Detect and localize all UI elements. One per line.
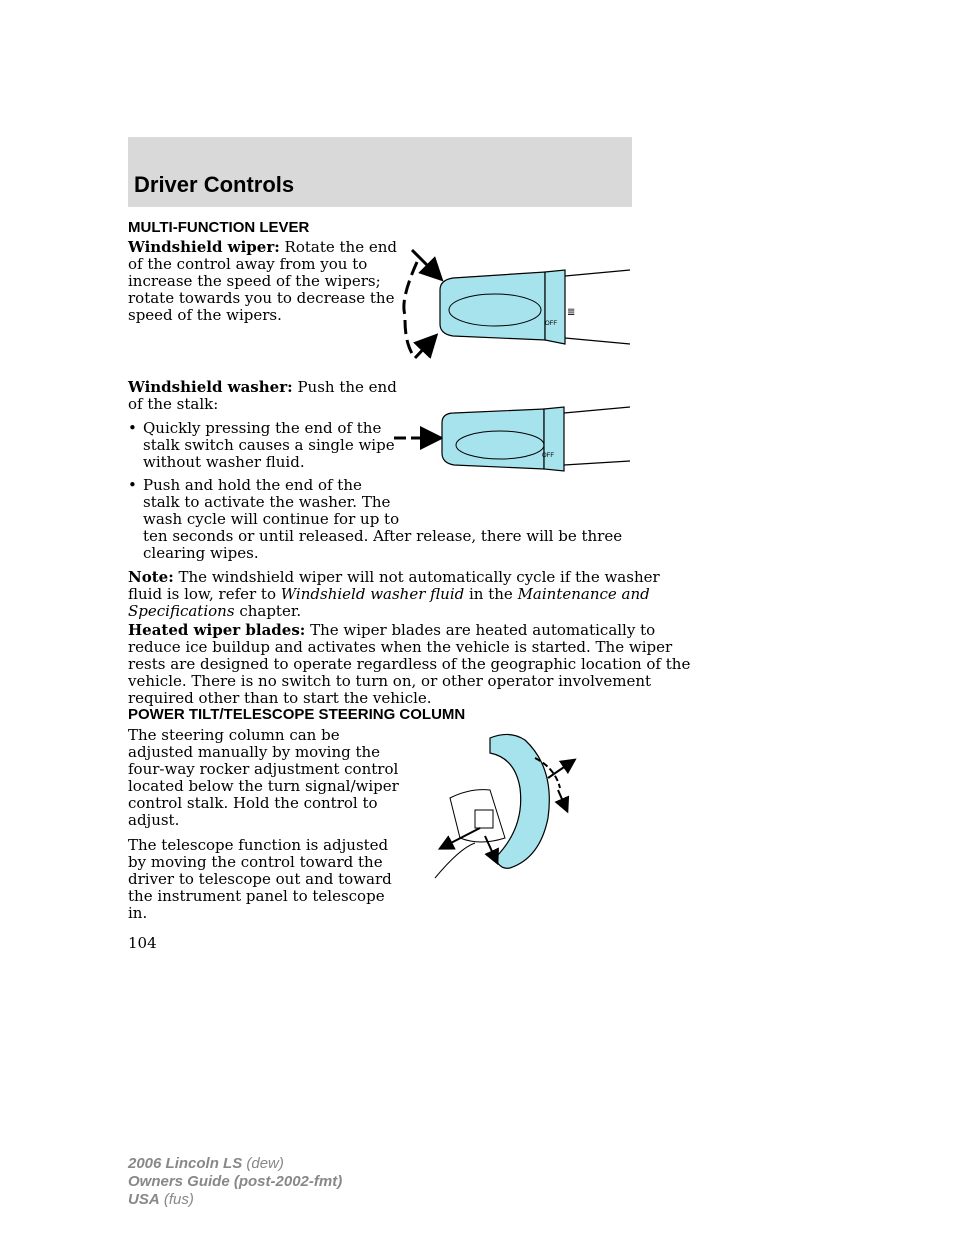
- rotate-arrow-down: [405, 320, 415, 358]
- note-paragraph: Note: The windshield wiper will not automatically cycle if the washer fluid is low, refer to Windshield washer fluid in the Maintenance and Specifications chapter.: [128, 568, 660, 620]
- heated-paragraph: Heated wiper blades: The wiper blades are heated automatically to reduce ice buildup and activates when the vehicle is started. The wiper rests are designed to operate regardless of the geographic location of the vehicle. There is no switch to turn on, or other operator involvement required other than to start the vehicle.: [128, 621, 691, 707]
- rotate-arrow-up: [404, 262, 417, 315]
- washer-push-figure: [392, 405, 632, 475]
- off-label: OFF: [545, 321, 557, 327]
- off-label-2: OFF: [542, 453, 554, 459]
- steering-paragraph-2: The telescope function is adjusted by moving the control toward the driver to telescope out and toward the instrument panel to telescope in.: [128, 836, 392, 922]
- steering-wheel: [490, 734, 549, 868]
- bullet-push-hold-cont: ten seconds or until released. After release, there will be three clearing wipes.: [143, 527, 623, 562]
- washer-paragraph: Windshield washer: Push the end of the stalk:: [128, 378, 397, 413]
- section-heading-steering-column: POWER TILT/TELESCOPE STEERING COLUMN: [128, 706, 466, 723]
- steering-paragraph-1: The steering column can be adjusted manually by moving the four-way rocker adjustment control located below the turn signal/wiper control stalk. Hold the control to adjust.: [128, 726, 399, 829]
- page-title: Driver Controls: [134, 172, 295, 197]
- section-heading-multifunction: MULTI-FUNCTION LEVER: [128, 219, 310, 236]
- footer-imprint: 2006 Lincoln LS (dew) Owners Guide (post-2002-fmt) USA (fus): [128, 1155, 343, 1208]
- wiper-stalk-rotate-figure: [395, 240, 635, 370]
- bullet-quick-press: • Quickly pressing the end of the stalk switch causes a single wipe without washer fluid.: [128, 419, 395, 471]
- bullet-push-hold: • Push and hold the end of the stalk to activate the washer. The wash cycle will continue for up to: [128, 476, 400, 528]
- steering-column-figure: [430, 728, 630, 890]
- wiper-paragraph: Windshield wiper: Rotate the end of the control away from you to increase the speed of the wipers; rotate towards you to decrease the speed of the wipers.: [128, 238, 397, 324]
- svg-text:≣: ≣: [567, 307, 576, 318]
- page-number: 104: [128, 934, 157, 952]
